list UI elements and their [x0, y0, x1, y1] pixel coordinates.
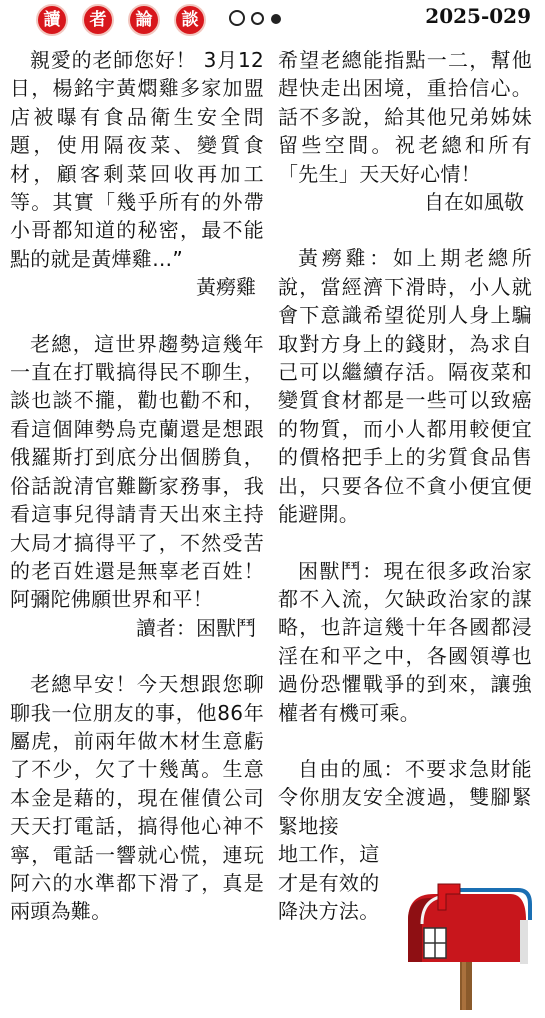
- title-char-badge: 者: [82, 4, 114, 36]
- letter-text: 希望老總能指點一二，幫他趕快走出困境，重拾信心。話不多說，給其他兄弟姊妹留些空間。祝老總和所有「先生」天天好心情！: [278, 48, 532, 186]
- reply-block: [278, 244, 532, 528]
- letter-block: [10, 670, 264, 926]
- letter-block: [278, 46, 532, 216]
- letter-block: [10, 330, 264, 642]
- letter-block: [10, 46, 264, 302]
- reply-text: 困獸鬥：現在很多政治家都不入流，欠缺政治家的謀略，也許這幾十年各國都浸淫在和平之中，各國領導也過份恐懼戰爭的到來，讓強權者有機可乘。: [278, 558, 532, 725]
- letter-signature: 自在如風敬: [424, 190, 524, 215]
- reply-text: 自由的風：不要求急財能令你朋友安全渡過，雙腳緊緊地接: [278, 756, 532, 838]
- title-char-badge: 論: [128, 4, 160, 36]
- title-char-badge: 談: [174, 4, 206, 36]
- letter-text: 親愛的老師您好！ 3月12日，楊銘宇黃燜雞多家加盟店被曝有食品衛生安全問題，使用隔夜菜、變質食材，顧客剩菜回收再加工等。其實「幾乎所有的外帶小哥都知道的秘密，最不能點的就是黃燁雞…”: [10, 48, 264, 271]
- mailbox-icon: [402, 880, 532, 1010]
- right-column: [278, 46, 532, 925]
- letter-signature: 讀者：困獸鬥: [136, 615, 256, 640]
- reply-text: 黃癆雞：如上期老總所說，當經濟下滑時，小人就會下意識希望從別人身上騙取對方身上的錢財，為求自己可以繼續存活。隔夜菜和變質食材都是一些可以致癌的物質，而小人都用較便宜的價格把手上的劣質食品售出，只要各位不貪小便宜便能避開。: [278, 246, 532, 527]
- title-char-badge: 讀: [36, 4, 68, 36]
- reply-text-line: 地工作，這: [278, 842, 380, 867]
- issue-number: 2025-029: [425, 4, 531, 28]
- letter-signature: 黃癆雞: [196, 275, 256, 300]
- column-header: [0, 0, 545, 36]
- reply-block: [278, 557, 532, 727]
- reply-text-line: 降決方法。: [278, 898, 380, 923]
- reply-text-line: 才是有效的: [278, 870, 380, 895]
- left-column: [10, 46, 264, 926]
- letter-text: 老總早安！今天想跟您聊聊我一位朋友的事，他86年屬虎，前兩年做木材生意虧了不少，欠了十幾萬。生意本金是藉的，現在催債公司天天打電話，搞得他心神不寧，電話一響就心慌，連玩阿六的水準都下滑了，真是兩頭為難。: [10, 672, 264, 924]
- letter-text: 老總，這世界趨勢這幾年一直在打戰搞得民不聊生，談也談不攏，勸也勸不和，看這個陣勢烏克蘭還是想跟俄羅斯打到底分出個勝負，俗話說清官難斷家務事，我看這事兒得請青天出來主持大局才搞得平了，不然受苦的老百姓還是無辜老百姓！阿彌陀佛願世界和平！: [10, 331, 264, 612]
